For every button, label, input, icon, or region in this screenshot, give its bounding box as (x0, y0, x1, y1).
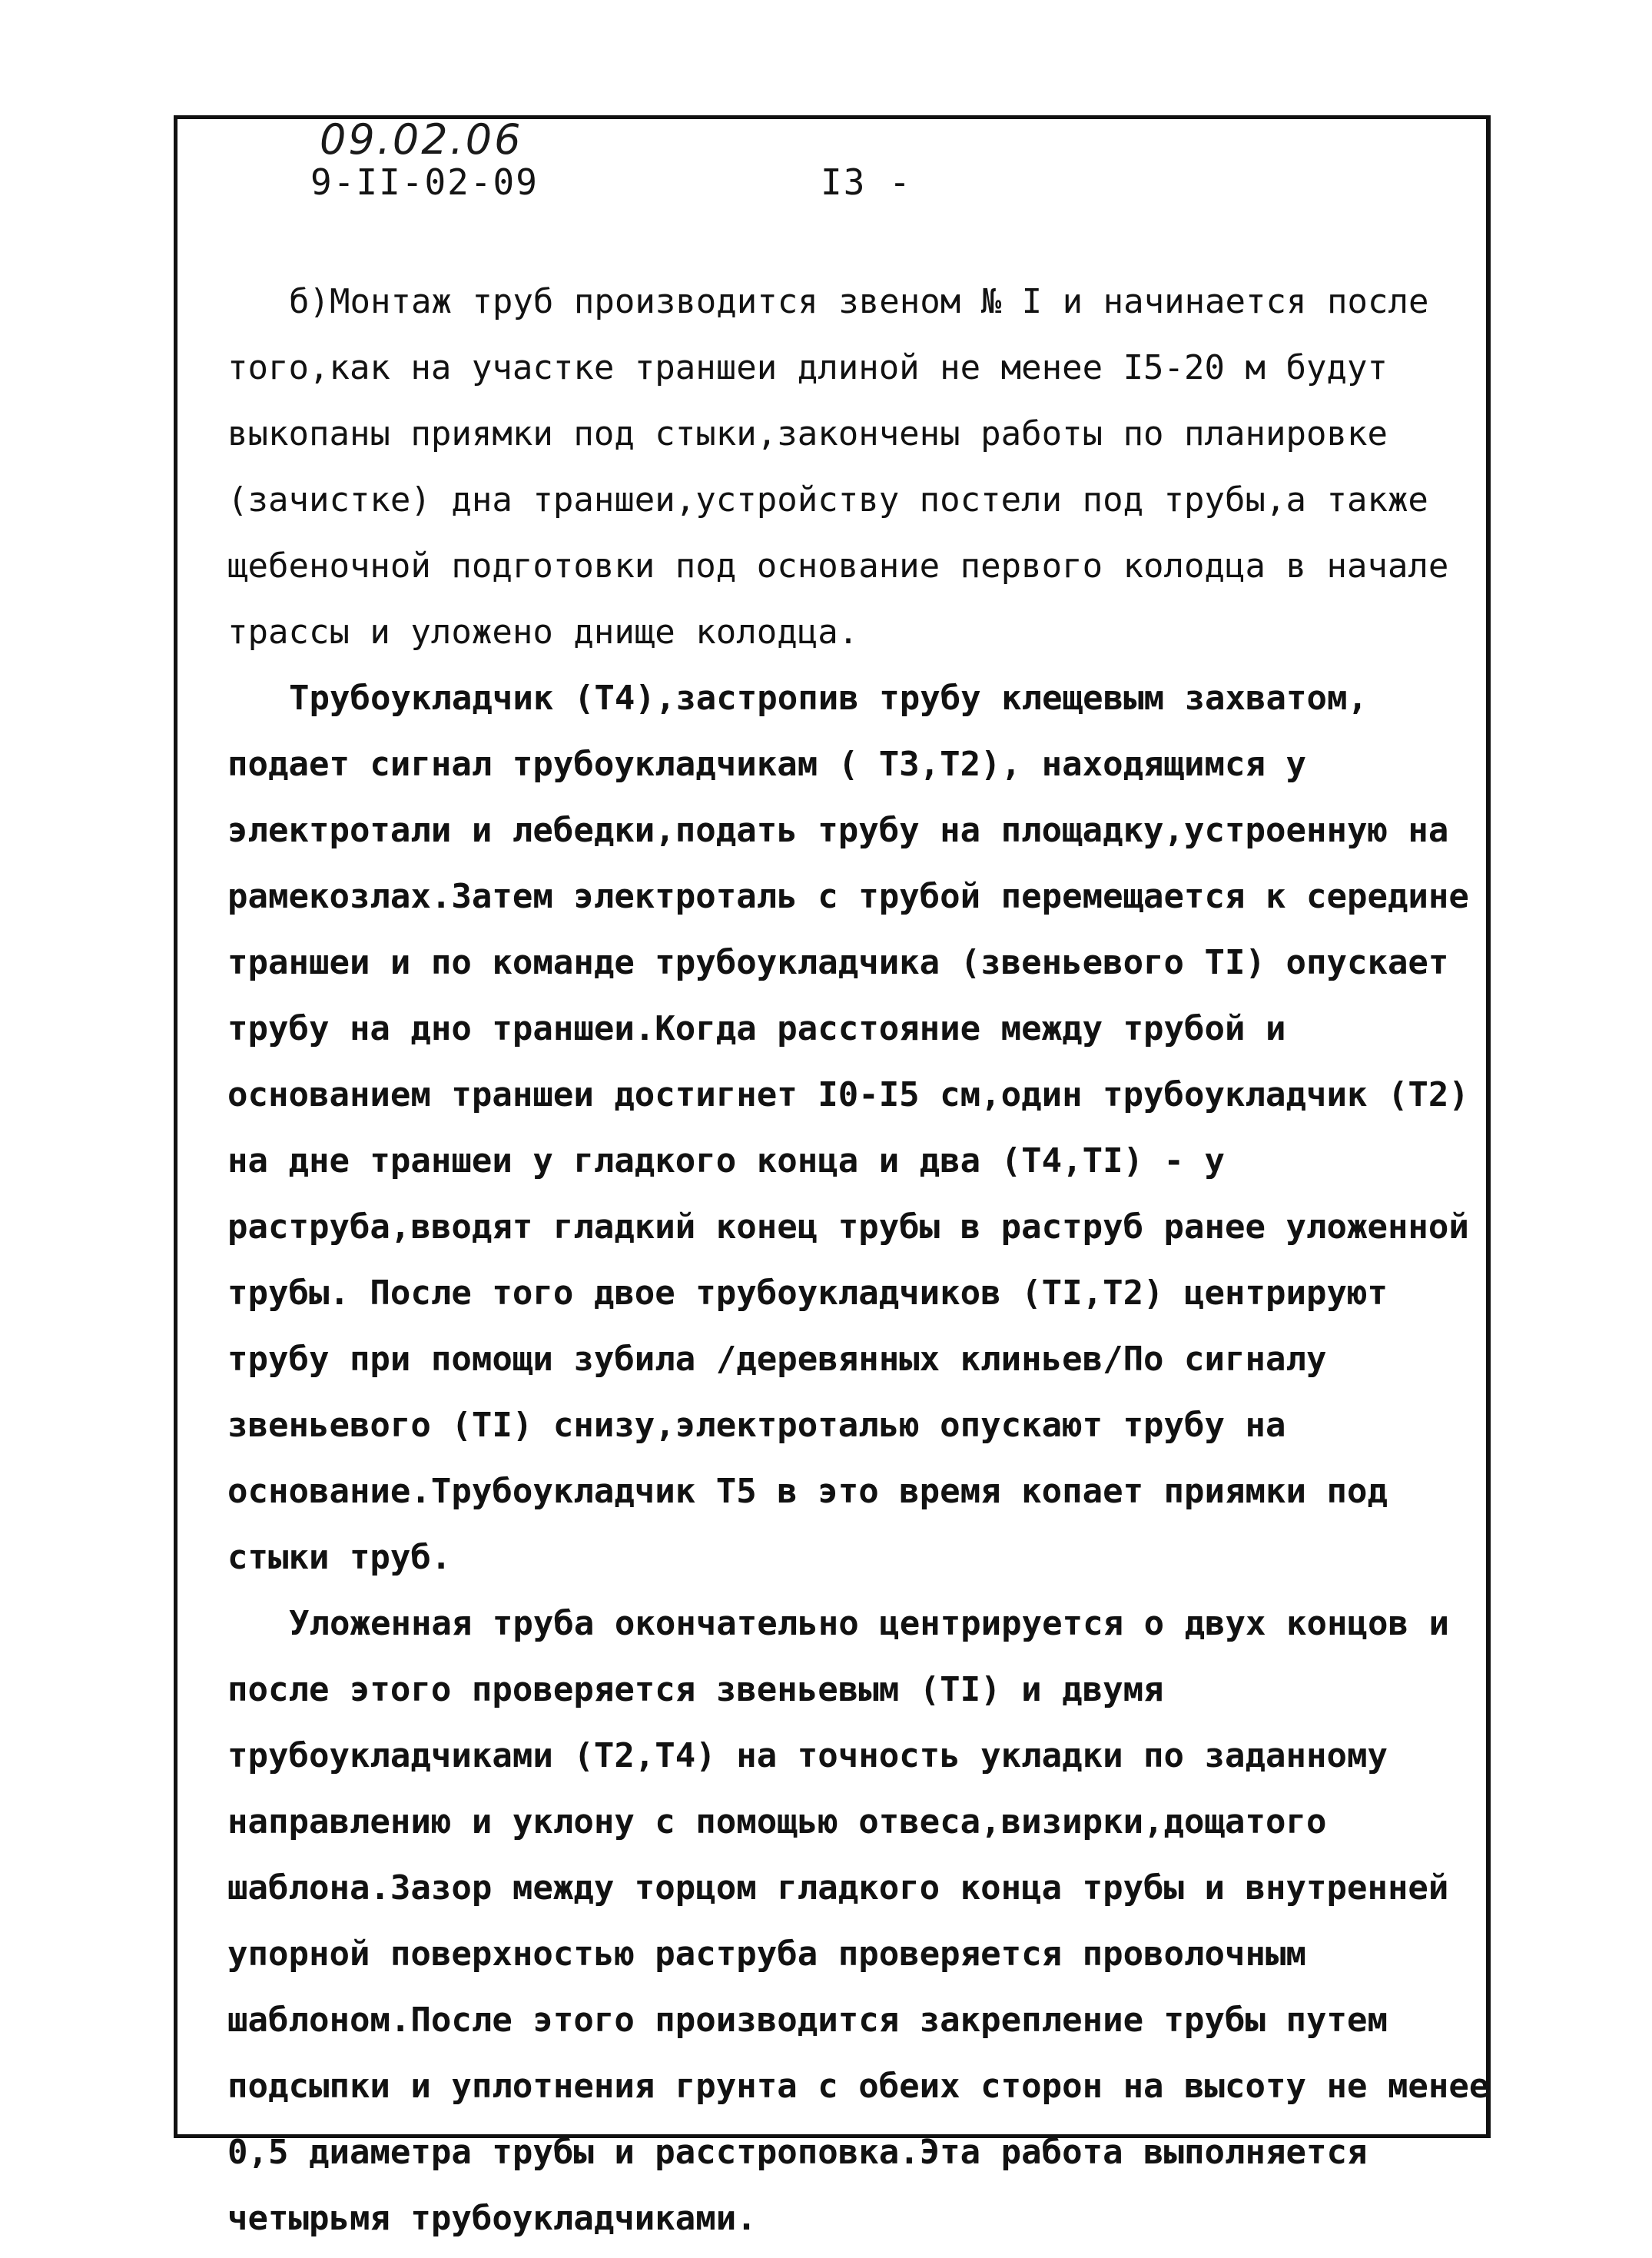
page-number: I3 - (821, 161, 912, 203)
handwritten-code: 09.02.06 (320, 115, 523, 164)
document-body (227, 269, 1503, 2252)
paragraph-pipe-installation: б)Монтаж труб производится звеном № I и начинается после того,как на участке траншеи длиной не менее I5-20 м будут выкопаны приямки под стыки,закончены работы по планировке (зачистке) дна траншеи,устройству постели под трубы,а также щебеночной подготовки под основание первого колодца в начале трассы и уложено днище колодца. (227, 282, 1449, 652)
document-code: 9-II-02-09 (310, 161, 539, 203)
paragraph-centering-check: Уложенная труба окончательно центрируется о двух концов и после этого проверяется звеньевым (ТI) и двумя трубоукладчиками (Т2,Т4) на точность укладки по заданному направлению и уклону с помощью отвеса,визирки,дощатого шаблона.Зазор между торцом гладкого конца трубы и внутренней упорной поверхностью раструба проверяется проволочным шаблоном.После этого производится закрепление трубы путем подсыпки и уплотнения грунта с обеих сторон на высоту не менее 0,5 диаметра трубы и расстроповка.Эта работа выполняется четырьмя трубоукладчиками. (227, 1604, 1490, 2238)
paragraph-pipelayer-procedure: Трубоукладчик (Т4),застропив трубу клещевым захватом, подает сигнал трубоукладчикам ( Т3,Т2), находящимся у электротали и лебедки,подать трубу на площадку,устроенную на рамекозлах.Затем электроталь с трубой перемещается к середине траншеи и по команде трубоукладчика (звеньевого ТI) опускает трубу на дно траншеи.Когда расстояние между трубой и основанием траншеи достигнет I0-I5 см,один трубоукладчик (Т2) на дне траншеи у гладкого конца и два (Т4,ТI) - у раструба,вводят гладкий конец трубы в раструб ранее уложенной трубы. После того двое трубоукладчиков (ТI,Т2) центрируют трубу при помощи зубила /деревянных клиньев/По сигналу звеньевого (ТI) снизу,электроталью опускают трубу на основание.Трубоукладчик Т5 в это время копает приямки под стыки труб. (227, 679, 1469, 1577)
